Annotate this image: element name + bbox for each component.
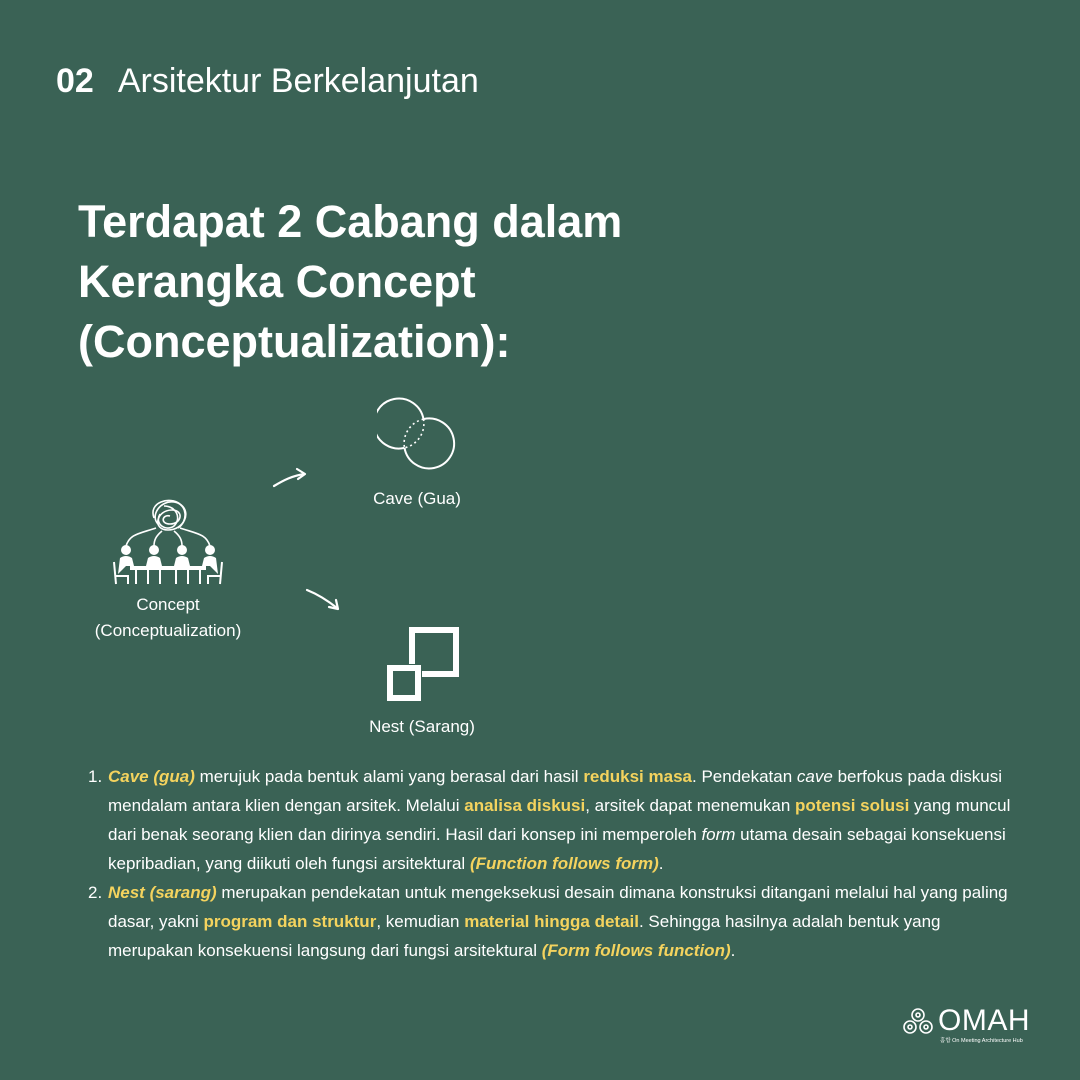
highlight-function-follows-form: (Function follows form) [469,854,659,873]
text-run: berfokus pada diskusi mendalam antara klien dengan arsitek. Melalui [108,767,1002,815]
highlight-program-dan-struktur: program dan struktur [203,912,377,931]
section-header [56,62,479,101]
text-run: utama desain sebagai konsekuensi kepribadian, yang diikuti oleh fungsi arsitektural [108,825,1006,873]
text-run: . Pendekatan [692,767,797,786]
highlight-form-follows-function: (Form follows function) [541,941,731,960]
cave-node [352,396,482,512]
highlight-material-hingga-detail: material hingga detail [464,912,639,931]
list-marker: 1. [88,767,103,786]
term-nest: Nest (sarang) [108,883,217,902]
list-item-text [108,878,1028,965]
cave-label: Cave (Gua) [373,489,461,508]
highlight-potensi-solusi: potensi solusi [795,796,910,815]
trefoil-logo-icon [902,1007,934,1035]
section-title: Arsitektur Berkelanjutan [117,62,479,100]
nest-label: Nest (Sarang) [369,717,475,736]
logo-tagline: 홈합 On Meeting Architecture Hub [940,1038,1023,1044]
omah-logo [902,1004,1030,1044]
page-headline [78,192,798,372]
text-run: , arsitek dapat menemukan [585,796,795,815]
concept-label: Concept [136,595,200,614]
headline-line: (Conceptualization): [78,316,511,367]
list-item [88,878,1028,965]
section-number: 02 [56,62,94,100]
concept-node [78,494,258,644]
term-cave: Cave (gua) [108,767,195,786]
logo-wordmark: OMAH [938,1004,1030,1037]
text-run: . [658,854,664,873]
italic-form: form [701,825,736,844]
concept-sublabel: (Conceptualization) [94,621,242,640]
arrow-to-nest-icon [303,586,343,614]
text-run: . Sehingga hasilnya adalah bentuk yang merupakan konsekuensi langsung dari fungsi arsitektural [108,912,941,960]
text-run: merujuk pada bentuk alami yang berasal dari hasil [194,767,584,786]
italic-cave: cave [796,767,833,786]
text-run: . [730,941,736,960]
highlight-analisa-diskusi: analisa diskusi [464,796,586,815]
explanation-list [88,762,1028,965]
list-item-text [108,762,1028,878]
headline-line: Terdapat 2 Cabang dalam [78,196,623,247]
arrow-to-cave-icon [270,466,310,490]
list-item [88,762,1028,878]
nest-node [352,626,492,740]
text-run: merupakan pendekatan untuk mengeksekusi desain dimana konstruksi ditangani melalui hal yang paling dasar, yakni [108,883,1008,931]
text-run: yang muncul dari benak seorang klien dan dirinya sendiri. Hasil dari konsep ini memperoleh [108,796,1011,844]
list-marker: 2. [88,883,103,902]
headline-line: Kerangka Concept [78,256,476,307]
overlapping-circles-icon [377,396,457,476]
highlight-reduksi-masa: reduksi masa [583,767,692,786]
team-meeting-icon [108,494,228,586]
overlapping-squares-icon [384,626,460,702]
text-run: , kemudian [376,912,465,931]
